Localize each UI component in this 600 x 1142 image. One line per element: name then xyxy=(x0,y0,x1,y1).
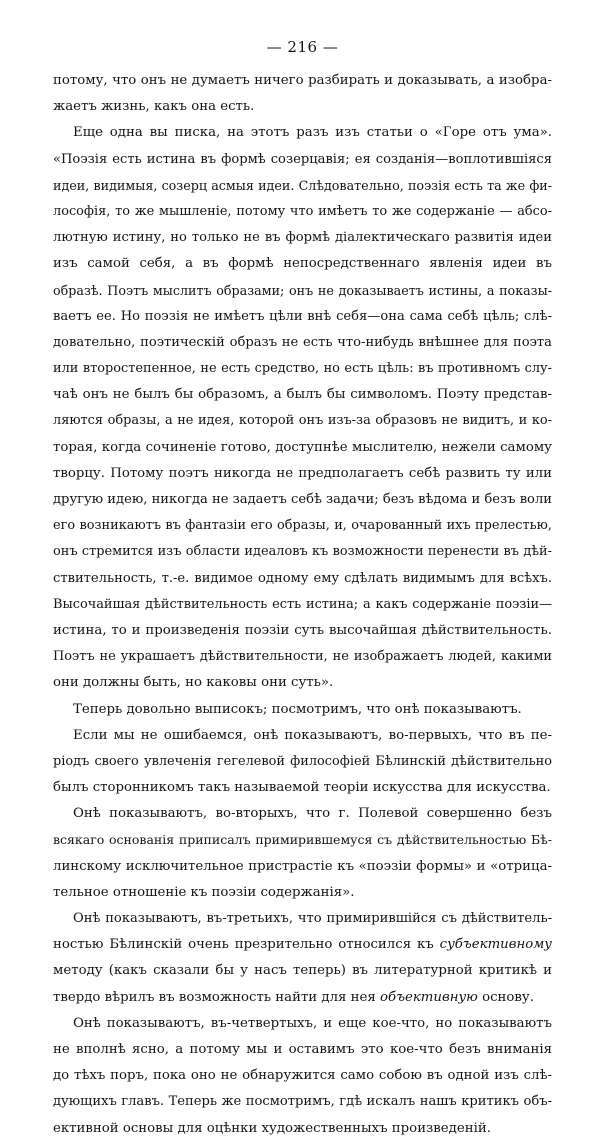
text-line-content: ляются образы, а не идея, которой онъ изъ-за образовъ не видитъ, и ко- xyxy=(53,413,552,429)
text-line xyxy=(53,592,552,618)
text-line-content: линскому исключительное пристрастіе къ «поэзіи формы» и «отрица- xyxy=(53,858,552,874)
text-line xyxy=(53,775,552,801)
text-line xyxy=(53,408,552,434)
text-line xyxy=(53,880,552,906)
text-line xyxy=(53,382,552,408)
text-line-content: изъ самой себя, а въ формѣ непосредственнаго явленія идеи въ xyxy=(53,256,552,272)
text-line xyxy=(53,120,552,146)
text-line-content: торая, когда сочиненіе готово, доступнѣе мыслителю, нежели самому xyxy=(53,439,552,455)
text-line xyxy=(53,827,552,853)
text-line xyxy=(53,513,552,539)
text-line-content: Онѣ показываютъ, въ-третьихъ, что примирившійся съ дѣйствитель- xyxy=(73,911,552,926)
text-line xyxy=(53,1063,552,1089)
text-line xyxy=(53,670,552,696)
text-line-content: лютную истину, но только не въ формѣ діалектическаго развитія идеи xyxy=(53,230,552,246)
text-line-content: ріодъ своего увлеченія гегелевой философіей Бѣлинскій дѣйствительно xyxy=(53,753,552,769)
text-line xyxy=(53,94,552,120)
text-line xyxy=(53,1011,552,1037)
text-line xyxy=(53,854,552,880)
text-line xyxy=(53,278,552,304)
text-line xyxy=(53,251,552,277)
text-line xyxy=(53,618,552,644)
text-line-content: Онѣ показываютъ, во-вторыхъ, что г. Полевой совершенно безъ xyxy=(73,806,552,822)
text-line xyxy=(53,958,552,984)
text-line xyxy=(53,801,552,827)
text-line-content: идеи, видимыя, созерц асмыя идеи. Слѣдовательно, поэзія есть та же фи- xyxy=(53,177,552,193)
text-line-content: Высочайшая дѣйствительность есть истина; а какъ содержаніе поэзіи— xyxy=(53,596,552,612)
text-line xyxy=(53,566,552,592)
text-line-content: другую идею, никогда не задаетъ себѣ задачи; безъ вѣдома и безъ воли xyxy=(53,492,552,507)
text-line xyxy=(53,1037,552,1063)
page-number: — 216 — xyxy=(266,38,339,56)
text-line-content: «Поэзія есть истина въ формѣ созерцавія; ея созданія—воплотившіяся xyxy=(53,151,552,167)
text-line xyxy=(53,985,552,1011)
text-line xyxy=(53,199,552,225)
text-line-content: жаетъ жизнь, какъ она есть. xyxy=(53,99,255,115)
text-line-content: творцу. Потому поэтъ никогда не предполагаетъ себѣ развить ту или xyxy=(53,465,552,481)
text-line-content: они должны быть, но каковы они суть». xyxy=(53,675,334,691)
text-line xyxy=(53,539,552,565)
text-line xyxy=(53,304,552,330)
text-line xyxy=(53,723,552,749)
text-line-content: былъ сторонникомъ такъ называемой теоріи искусства для искусства. xyxy=(53,780,551,796)
body-text xyxy=(53,68,552,1142)
text-line xyxy=(53,330,552,356)
text-line-content: Если мы не ошибаемся, онѣ показываютъ, во-первыхъ, что въ пе- xyxy=(73,727,552,743)
text-line-content: Теперь довольно выписокъ; посмотримъ, что онѣ показываютъ. xyxy=(73,701,522,717)
text-line xyxy=(53,147,552,173)
text-line-content: или второстепенное, не есть средство, но есть цѣль: въ противномъ слу- xyxy=(53,361,552,377)
text-line-tail: основу. xyxy=(477,989,534,1005)
text-line-content: до тѣхъ поръ, пока оно не обнаружится само собою въ одной изъ слѣ- xyxy=(53,1068,552,1084)
text-line-content: чаѣ онъ не былъ бы образомъ, а былъ бы символомъ. Поэту представ- xyxy=(53,387,552,403)
text-line xyxy=(53,1089,552,1115)
text-line xyxy=(53,225,552,251)
emphasized-word: субъективному xyxy=(439,937,552,953)
text-line xyxy=(53,173,552,199)
text-line xyxy=(53,435,552,461)
text-line xyxy=(53,356,552,382)
text-line xyxy=(53,461,552,487)
text-line xyxy=(53,906,552,932)
text-line xyxy=(53,697,552,723)
text-line-content: онъ стремится изъ области идеаловъ къ возможности перенести въ дѣй- xyxy=(53,544,552,560)
text-line-content: Еще одна вы писка, на этотъ разъ изъ статьи о «Горе отъ ума». xyxy=(73,125,552,141)
text-line xyxy=(53,68,552,94)
text-line xyxy=(53,932,552,958)
emphasized-word: объективную xyxy=(379,989,478,1005)
text-line-content: методу (какъ сказали бы у насъ теперь) въ литературной критикѣ и xyxy=(53,963,552,979)
text-line-content: ваетъ ее. Но поэзія не имѣетъ цѣли внѣ себя—она сама себѣ цѣль; слѣ- xyxy=(53,308,552,324)
text-line-content: Поэтъ не украшаетъ дѣйствительности, не изображаетъ людей, какими xyxy=(53,649,552,665)
text-line-content: образѣ. Поэтъ мыслитъ образами; онъ не доказываетъ истины, а показы- xyxy=(53,282,552,298)
text-line-content: довательно, поэтическій образъ не есть что-нибудь внѣшнее для поэта xyxy=(53,334,552,350)
text-line-content: твердо вѣрилъ въ возможность найти для нея xyxy=(53,989,380,1005)
text-line-content: дующихъ главъ. Теперь же посмотримъ, гдѣ искалъ нашъ критикъ объ- xyxy=(53,1094,552,1110)
text-line-content: его возникаютъ въ фантазіи его образы, и, очарованный ихъ прелестью, xyxy=(53,518,552,534)
text-line-content: ствительность, т.-е. видимое одному ему сдѣлать видимымъ для всѣхъ. xyxy=(53,570,552,586)
text-line xyxy=(53,644,552,670)
text-line xyxy=(53,749,552,775)
text-line-content: потому, что онъ не думаетъ ничего разбирать и доказывать, а изобра- xyxy=(53,73,552,88)
text-line-content: истина, то и произведенія поэзіи суть высочайшая дѣйствительность. xyxy=(53,622,552,638)
text-line-content: ективной основы для оцѣнки художественныхъ произведеній. xyxy=(53,1120,491,1136)
text-line-content: ностью Бѣлинскій очень презрительно относился къ xyxy=(53,937,440,953)
text-line xyxy=(53,487,552,513)
text-line-content: всякаго основанія приписалъ примирившемуся съ дѣйствительностью Бѣ- xyxy=(53,832,552,848)
text-line-content: не вполнѣ ясно, а потому мы и оставимъ это кое-что безъ вниманія xyxy=(53,1041,552,1057)
text-line-content: лософія, то же мышленіе, потому что имѣетъ то же содержаніе — абсо- xyxy=(53,203,552,219)
text-line-content: Онѣ показываютъ, въ-четвертыхъ, и еще кое-что, но показываютъ xyxy=(73,1015,552,1031)
text-line-content: тельное отношеніе къ поэзіи содержанія». xyxy=(53,884,355,900)
text-line xyxy=(53,1116,552,1142)
